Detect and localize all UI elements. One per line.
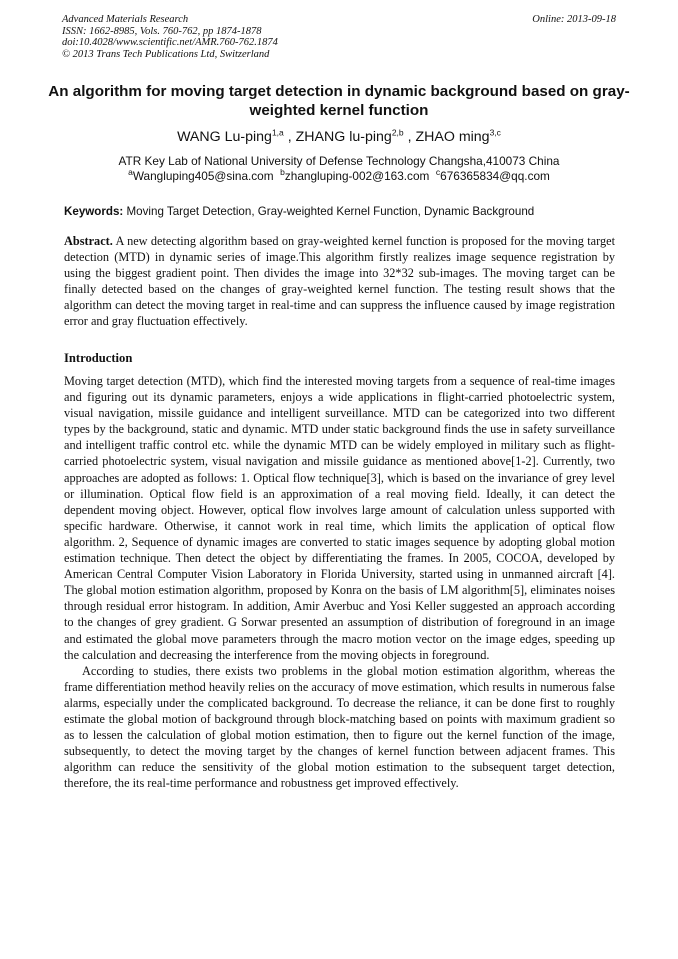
issn-line: ISSN: 1662-8985, Vols. 760-762, pp 1874-1878: [62, 25, 262, 37]
author-separator: ,: [283, 129, 296, 145]
author-name: WANG Lu-ping: [177, 129, 272, 145]
keywords-label: Keywords:: [64, 205, 124, 218]
paper-title: An algorithm for moving target detection in dynamic background based on gray-weighted kernel function: [48, 83, 630, 119]
copyright-line: © 2013 Trans Tech Publications Ltd, Switzerland: [62, 48, 270, 60]
introduction-body: [64, 373, 615, 791]
email-address: Wangluping405@sina.com: [132, 169, 274, 183]
author-affiliation-marker: 3,c: [489, 127, 501, 138]
keywords-section: [64, 204, 616, 219]
journal-header: [62, 14, 616, 60]
email-marker: b: [280, 167, 285, 178]
online-date: Online: 2013-09-18: [532, 14, 616, 25]
author-name: ZHANG lu-ping: [295, 129, 392, 145]
journal-name: Advanced Materials Research: [62, 14, 189, 25]
author-separator: ,: [403, 129, 416, 145]
email-marker: a: [128, 167, 133, 178]
abstract-text: A new detecting algorithm based on gray-weighted kernel function is proposed for the moving target detection (MTD) in dynamic series of image.This algorithm firstly realizes image sequence registration by using the biggest gradient point. Then divides the image into 32*32 sub-images. The moving target can be finally detected based on the changes of gray-weighted kernel function. The testing result shows that the algorithm can detect the moving target in real-time and can suppress the influence caused by image registration error and gray fluctuation effectively.: [64, 234, 615, 329]
abstract-section: [64, 233, 615, 330]
keywords-text: Moving Target Detection, Gray-weighted Kernel Function, Dynamic Background: [126, 205, 535, 218]
email-marker: c: [435, 167, 441, 178]
doi-line: doi:10.4028/www.scientific.net/AMR.760-762.1874: [62, 37, 278, 49]
author-affiliation-marker: 2,b: [391, 127, 404, 138]
email-address: zhangluping-002@163.com: [284, 169, 430, 183]
introduction-heading: Introduction: [64, 351, 133, 365]
paragraph: Moving target detection (MTD), which find the interested moving targets from a sequence of real-time images and figuring out its dynamic parameters, enjoys a wide applications in flight-carried photoelectric system, visual navigation, missile guidance and intelligent surveillance. MTD can be categorized into two different types by the background, static and dynamic. MTD under static background finds the use in safety surveillance and intelligent traffic control etc. while the dynamic MTD can be widely employed in military such as flight-carried photoelectric system, visual navigation and missile guidance as mentioned above[1-2]. Currently, two approaches are adopted as follows: 1. Optical flow technique[3], which is based on the invariance of grey level or illumination. Optical flow field is an approximation of a real moving field. Ideally, it can detect the dependent moving object. However, optical flow involves large amount of calculation unless supported with specific hardware. Otherwise, it cannot work in real time, which limits the application of optical flow algorithm. 2, Sequence of dynamic images are converted to static images sequence by adopting global motion estimation technique. Then detect the object by differentiating the frames. In 2005, COCOA, developed by American Central Computer Vision Laboratory in Florida University, started using in unmanned aircraft [4]. The global motion estimation algorithm, proposed by Konra on the basis of LM algorithm[5], eliminates noises through residual error histogram. In addition, Amir Averbuc and Yosi Keller suggested an approach according to the changes of grey gradient. G Sorwar presented an assumption of distribution of foreground in an image and estimated the global move parameters through the macro motion vector on the image edges, speeding up the calculation and decreasing the interference from the moving objects in foreground.: [64, 374, 615, 662]
email-address: 676365834@qq.com: [440, 169, 550, 183]
author-list: [0, 128, 678, 146]
affiliation: ATR Key Lab of National University of Defense Technology Changsha,410073 China: [118, 154, 560, 168]
author-name: ZHAO ming: [415, 129, 490, 145]
abstract-label: Abstract.: [64, 234, 113, 248]
paragraph: According to studies, there exists two problems in the global motion estimation algorithm, whereas the frame differentiation method heavily relies on the accuracy of move estimation, which results in numerous false alarms, especially under the complicated background. To decrease the reliance, it can be done first to roughly estimate the global motion of background through block-matching based on points with maximum gradient so as to lessen the calculation of global motion estimation, then to figure out the kernel function of the image, subsequently, to detect the moving target by the changes of kernel function between adjacent frames. This algorithm can reduce the sensitivity of the global motion estimation to the subsequent target detection, therefore, the its real-time performance and robustness get improved effectively.: [64, 663, 615, 791]
email-list: [0, 169, 678, 184]
author-affiliation-marker: 1,a: [271, 127, 284, 138]
